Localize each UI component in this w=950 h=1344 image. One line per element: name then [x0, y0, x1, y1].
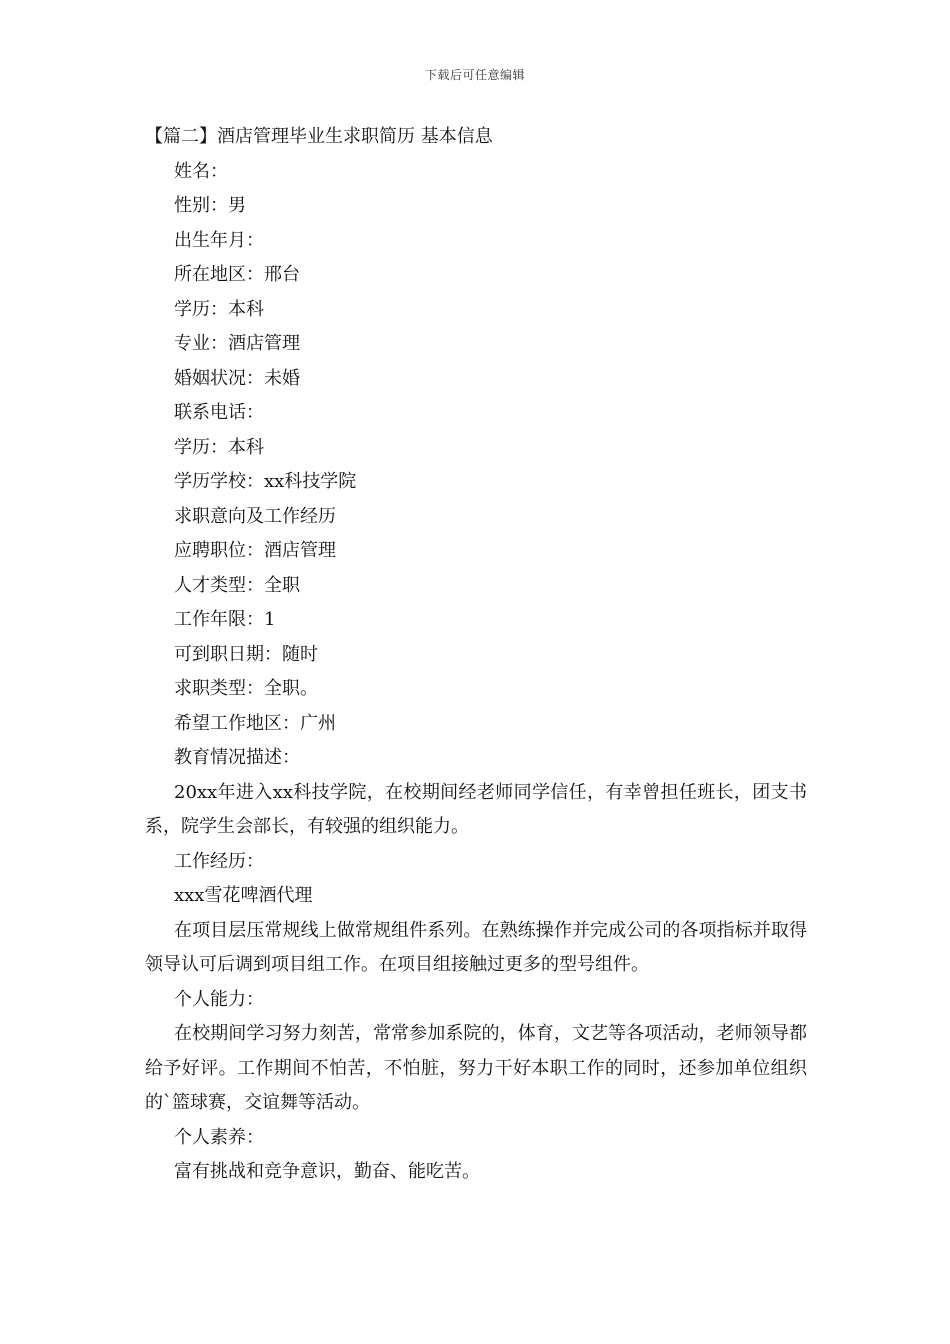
info-line-degree-2: 学历：本科 — [174, 436, 264, 458]
section-heading-work: 工作经历： — [174, 850, 264, 872]
education-paragraph: 20xx年进入xx科技学院，在校期间经老师同学信任，有幸曾担任班长，团支书系，院学生会部长，有较强的组织能力。 — [145, 781, 807, 837]
ability-paragraph: 在校期间学习努力刻苦，常常参加系院的，体育，文艺等各项活动，老师领导都给予好评。工作期间不怕苦，不怕脏，努力干好本职工作的同时，还参加单位组织的`篮球赛，交谊舞等活动。 — [145, 1023, 807, 1113]
work-paragraph: 在项目层压常规线上做常规组件系列。在熟练操作并完成公司的各项指标并取得领导认可后调到项目组工作。在项目组接触过更多的型号组件。 — [145, 919, 807, 975]
info-line-job-type: 求职类型：全职。 — [174, 678, 318, 699]
info-line-desired-region: 希望工作地区：广州 — [174, 712, 336, 734]
info-line-major: 专业：酒店管理 — [174, 333, 300, 354]
info-line-phone: 联系电话： — [174, 402, 264, 423]
info-line-name: 姓名： — [174, 160, 228, 182]
section-heading-education: 教育情况描述： — [174, 747, 300, 768]
info-line-degree: 学历：本科 — [174, 298, 264, 320]
info-line-school: 学历学校：xx科技学院 — [174, 471, 357, 492]
info-line-marital: 婚姻状况：未婚 — [174, 367, 300, 389]
quality-paragraph: 富有挑战和竞争意识，勤奋、能吃苦。 — [174, 1161, 480, 1182]
section-heading-ability: 个人能力： — [174, 988, 264, 1010]
document-body — [145, 120, 807, 1190]
info-line-gender: 性别：男 — [174, 195, 246, 216]
info-line-available-date: 可到职日期：随时 — [174, 643, 318, 665]
info-line-birth: 出生年月： — [174, 229, 264, 251]
info-line-region: 所在地区：邢台 — [174, 264, 300, 285]
info-line-work-years: 工作年限：1 — [174, 609, 276, 630]
section-heading-quality: 个人素养： — [174, 1126, 264, 1148]
info-line-position: 应聘职位：酒店管理 — [174, 540, 336, 561]
document-title: 【篇二】酒店管理毕业生求职简历 基本信息 — [145, 126, 493, 147]
info-line-talent-type: 人才类型：全职 — [174, 574, 300, 596]
work-company: xxx雪花啤酒代理 — [174, 885, 313, 906]
page-header: 下载后可任意编辑 — [424, 68, 525, 82]
section-heading-job-intent: 求职意向及工作经历 — [174, 505, 336, 527]
